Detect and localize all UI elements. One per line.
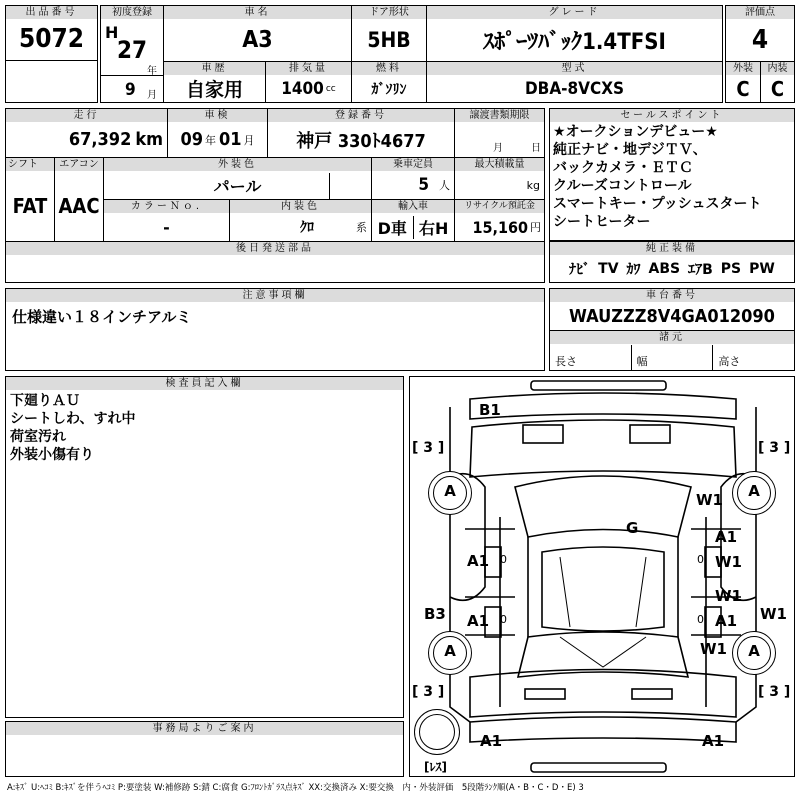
notes-text: 仕様違い１８インチアルミ [12, 308, 192, 326]
ext-grade-label: 外装 [726, 62, 760, 75]
lot-blank [5, 60, 98, 103]
first-reg-month-unit: 月 [147, 90, 157, 101]
damage-mark: A [748, 642, 760, 660]
first-reg-year: 27 [117, 36, 148, 64]
genuine-item: ｶﾜ [626, 261, 641, 278]
genuine-item: ｴｱB [688, 261, 713, 278]
damage-mark: A [748, 482, 760, 500]
score-box [725, 5, 795, 62]
recycle-label: リサイクル預託金 [455, 200, 544, 213]
int-color-box [229, 199, 372, 242]
tire-tread-rear-left: [ 3 ] [412, 684, 445, 700]
model-box [426, 61, 723, 103]
mileage-label: 走行 [6, 109, 167, 122]
door-type: 5HB [367, 28, 411, 52]
plate: 神戸 330ﾄ4677 [296, 130, 426, 152]
int-grade-box [760, 61, 795, 103]
aircon-box [54, 157, 104, 242]
displacement: 1400 [281, 78, 324, 99]
grade: ｽﾎﾟｰﾂﾊﾞｯｸ1.4TFSI [483, 29, 666, 55]
later-parts-box [5, 241, 545, 283]
wheel-rear-left [428, 631, 472, 675]
fuel-label: 燃料 [352, 62, 426, 75]
transfer-box [454, 108, 545, 158]
int-color-label: 内装色 [230, 200, 371, 213]
inspection-year-unit: 年 [205, 133, 216, 147]
inspection-month-unit: 月 [243, 133, 255, 147]
plate-label: 登録番号 [268, 109, 454, 122]
wheel-front-right [732, 471, 776, 515]
inspector-note: 下廻りＡＵ [10, 393, 80, 409]
int-grade: C [770, 76, 785, 101]
aircon-label: エアコン [55, 158, 103, 171]
inspector-note: 荷室汚れ [10, 429, 66, 445]
sales-point: 純正ナビ・地デジＴＶ、 [553, 142, 707, 158]
color-no: - [163, 217, 170, 237]
fuel-box [351, 61, 427, 103]
later-parts-label: 後日発送部品 [6, 242, 544, 255]
damage-mark: W1 [696, 491, 723, 509]
office-label: 事務局よりご案内 [6, 722, 403, 735]
genuine-list [550, 255, 794, 282]
capacity-label: 乗車定員 [372, 158, 454, 171]
sales-point: シートヒーター [553, 214, 651, 230]
sales-points-box [549, 108, 795, 241]
recycle-box [454, 199, 545, 242]
shift: FAT [12, 194, 48, 218]
damage-mark: W1 [760, 605, 787, 623]
transfer-day-unit: 日 [531, 143, 541, 154]
spec-height: 高さ [718, 355, 741, 368]
damage-mark: 0 [500, 613, 507, 626]
sales-points-list [550, 122, 794, 232]
genuine-item: TV [598, 260, 619, 277]
capacity: 5 [418, 175, 429, 195]
sales-points-label: セールスポイント [550, 109, 794, 122]
damage-mark: A1 [702, 732, 725, 750]
displacement-unit: cc [325, 83, 336, 94]
car-name: A3 [242, 27, 273, 53]
car-name-label: 車名 [164, 6, 351, 19]
vin-label: 車台番号 [550, 289, 794, 302]
damage-mark: W1 [715, 553, 742, 571]
notes-label: 注意事項欄 [6, 289, 544, 302]
genuine-box [549, 241, 795, 283]
inspector-notes [6, 390, 403, 466]
mileage: 67,392 [68, 129, 132, 150]
first-reg-era: H [105, 23, 119, 42]
car-outline [410, 377, 795, 777]
vin: WAUZZZ8V4GA012090 [569, 305, 775, 327]
first-reg-month: 9 [125, 80, 136, 100]
import-steering: 右H [419, 218, 449, 238]
damage-mark: A [444, 482, 456, 500]
inspector-box [5, 376, 404, 718]
damage-mark: A1 [480, 732, 503, 750]
fuel: ｶﾞｿﾘﾝ [371, 81, 407, 98]
specs-box [549, 330, 795, 371]
damage-mark: A [444, 642, 456, 660]
recycle: 15,160 [472, 217, 528, 237]
history: 自家用 [185, 79, 243, 101]
capacity-unit: 人 [439, 179, 450, 192]
lot-label: 出品番号 [6, 6, 97, 19]
int-color-unit: 系 [356, 221, 367, 234]
ext-color-label: 外装色 [104, 158, 371, 171]
damage-mark: B1 [479, 401, 501, 419]
ext-grade: C [736, 76, 750, 101]
sales-point: バックカメラ・ＥＴＣ [553, 160, 693, 176]
inspection-year: 09 [180, 129, 203, 150]
damage-mark: A1 [467, 552, 490, 570]
car-name-box [163, 5, 352, 62]
tire-tread-front-right: [ 3 ] [758, 440, 791, 456]
int-grade-label: 内装 [761, 62, 794, 75]
lot-box [5, 5, 98, 61]
wheel-front-left [428, 471, 472, 515]
lot-number: 5072 [18, 24, 85, 54]
damage-mark: 0 [697, 553, 704, 566]
history-box [163, 61, 266, 103]
model: DBA-8VCXS [524, 78, 625, 99]
genuine-item: PW [749, 260, 775, 277]
notes-box [5, 288, 545, 371]
genuine-label: 純正装備 [550, 242, 794, 255]
color-no-label: カラーＮｏ. [104, 200, 229, 213]
genuine-item: ﾅﾋﾞ [569, 261, 591, 278]
door-label: ドア形状 [352, 6, 426, 19]
max-load-box [454, 157, 545, 200]
damage-mark: A1 [467, 612, 490, 630]
damage-legend: A:ｷｽﾞ U:ﾍｺﾐ B:ｷｽﾞを伴うﾍｺﾐ P:要塗装 W:補修跡 S:錆 C:腐食 G:ﾌﾛﾝﾄｶﾞﾗｽ点ｷｽﾞ XX:交換済み X:要交換 内・外装評価 5段階ﾗﾝｸ順(A・B・C・D・E) 3 [7, 783, 584, 793]
grade-label: グレード [427, 6, 722, 19]
ext-grade-box [725, 61, 761, 103]
sales-point: スマートキー・プッシュスタート [553, 196, 762, 212]
history-label: 車歴 [164, 62, 265, 75]
door-box [351, 5, 427, 62]
mileage-box [5, 108, 168, 158]
displacement-box [265, 61, 352, 103]
int-color: ｸﾛ [300, 220, 314, 236]
genuine-item: ABS [648, 260, 681, 277]
import-label: 輸入車 [372, 200, 454, 213]
damage-mark: 0 [697, 613, 704, 626]
mileage-unit: km [135, 129, 163, 150]
spec-width: 幅 [632, 345, 714, 371]
transfer-month-unit: 月 [493, 143, 503, 154]
damage-mark: W1 [715, 587, 742, 605]
inspection-label: 車検 [168, 109, 267, 122]
wheel-rear-right [732, 631, 776, 675]
displacement-label: 排気量 [266, 62, 351, 75]
plate-box [267, 108, 455, 158]
first-reg-box [100, 5, 164, 76]
vehicle-diagram [409, 376, 795, 777]
inspection-month: 01 [219, 129, 242, 150]
shift-label: シフト [6, 158, 54, 171]
max-load-unit: kg [526, 178, 540, 192]
import-box [371, 199, 455, 242]
genuine-item: PS [720, 260, 742, 277]
shift-box [5, 157, 55, 242]
tire-tread-rear-right: [ 3 ] [758, 684, 791, 700]
damage-mark: G [626, 519, 639, 537]
damage-mark: B3 [424, 605, 446, 623]
spare-tire [414, 709, 460, 755]
tire-tread-front-left: [ 3 ] [412, 440, 445, 456]
damage-mark: A1 [715, 612, 738, 630]
sales-point: ★オークションデビュー★ [553, 124, 718, 140]
inspection-box [167, 108, 268, 158]
aircon: AAC [58, 194, 100, 218]
first-reg-label: 初度登録 [101, 6, 163, 19]
grade-box [426, 5, 723, 62]
damage-mark: W1 [700, 640, 727, 658]
score: 4 [751, 25, 769, 55]
inspector-note: 外装小傷有り [10, 447, 94, 463]
transfer-label: 譲渡書類期限 [455, 109, 544, 122]
model-label: 型式 [427, 62, 722, 75]
color-no-box [103, 199, 230, 242]
spec-length: 長さ [550, 345, 632, 371]
damage-mark: A1 [715, 528, 738, 546]
ext-color-box [103, 157, 372, 200]
sales-point: クルーズコントロール [553, 178, 692, 194]
specs-label: 諸元 [550, 331, 794, 344]
max-load-label: 最大積載量 [455, 158, 544, 171]
score-label: 評価点 [726, 6, 794, 19]
damage-mark: 0 [500, 553, 507, 566]
recycle-unit: 円 [530, 221, 541, 234]
inspector-note: シートしわ、すれ中 [10, 411, 136, 427]
office-box [5, 721, 404, 777]
spare-label: [ﾚｽ] [424, 760, 447, 774]
first-reg-year-unit: 年 [147, 66, 157, 76]
import-origin: D車 [372, 216, 414, 239]
inspector-label: 検査員記入欄 [6, 377, 403, 390]
capacity-box [371, 157, 455, 200]
vin-box [549, 288, 795, 331]
ext-color: パール [213, 176, 262, 196]
first-reg-month-box [100, 75, 164, 103]
